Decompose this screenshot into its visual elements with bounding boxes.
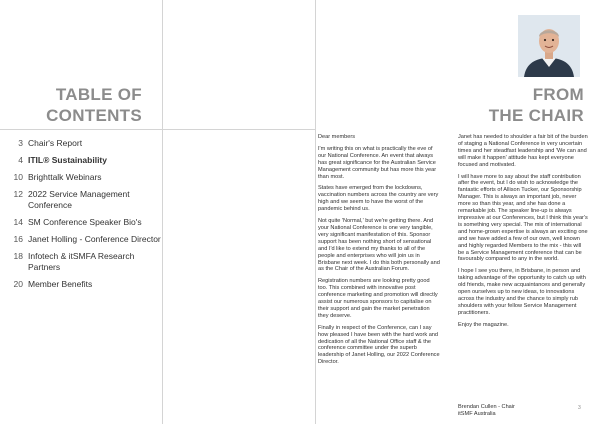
toc-item[interactable] xyxy=(6,251,162,273)
toc-page-number: 16 xyxy=(13,234,23,244)
letter-paragraph: States have emerged from the lockdowns, vaccination numbers across the country are very high and we seem to have the worst of the pandemic behind us. xyxy=(318,185,439,213)
toc-item[interactable] xyxy=(6,217,162,228)
toc-item-label: Infotech & itSMFA Research Partners xyxy=(28,251,135,272)
toc-item[interactable] xyxy=(6,155,162,166)
letter-paragraph: Not quite 'Normal,' but we're getting there. And your National Conference is one very tangible, very significant manifestation of this. Sponsor support has been nothing short of sensational and I'd like to extend my thanks to all of the people and enterprises who will join us in Brisbane next week. I do this both personally and as the Chair of the Australian Forum. xyxy=(318,218,440,273)
column-divider-right xyxy=(315,0,316,424)
toc-heading xyxy=(8,84,142,126)
chair-heading-line-2: THE CHAIR xyxy=(488,106,584,125)
letter-paragraph: I'm writing this on what is practically the eve of our National Conference. An event that always has great significance for the Australian Service Management community but has more this year than most. xyxy=(318,145,437,180)
letter-paragraph: I hope I see you there, in Brisbane, in person and taking advantage of the opportunity to catch up with old friends, make new acquaintances and generally open ourselves up to new ideas, to innovations across the industry and the chance to simply rub shoulders with your fellow Service Management practitioners. xyxy=(458,268,586,316)
toc-page-number: 12 xyxy=(13,189,23,199)
toc-item-label: Brighttalk Webinars xyxy=(28,172,102,182)
toc-heading-line-1: TABLE OF xyxy=(55,85,142,104)
page-number: 3 xyxy=(578,405,581,411)
letter-paragraph: Registration numbers are looking pretty good too. This combined with innovative post conference marketing and promotion will directly assist our numerous sponsors to capitalise on their support and gain the market penetration they deserve. xyxy=(318,278,438,319)
letter-paragraph: Dear members xyxy=(318,134,355,140)
toc-item-label: SM Conference Speaker Bio's xyxy=(28,217,142,227)
chair-heading xyxy=(464,84,584,126)
toc-item-label: ITIL® Sustainability xyxy=(28,155,107,165)
horizontal-rule xyxy=(0,129,315,130)
letter-paragraph: Enjoy the magazine. xyxy=(458,321,509,328)
toc-item-label: Member Benefits xyxy=(28,279,93,289)
chair-letter-column-left xyxy=(318,134,440,371)
toc-item[interactable] xyxy=(6,172,162,183)
toc-item[interactable] xyxy=(6,234,162,245)
toc-page-number: 4 xyxy=(18,155,23,165)
chair-letter-column-right xyxy=(458,134,588,334)
toc-item[interactable] xyxy=(6,189,162,211)
toc-page-number: 20 xyxy=(13,279,23,289)
letter-paragraph: Janet has needed to shoulder a fair bit of the burden of staging a National Conference in very uncertain times and her steadfast leadership and 'We can and will make it happen' attitude has kept everyone focused and motivated. xyxy=(458,134,588,168)
toc-item-label: Chair's Report xyxy=(28,138,83,148)
toc-page-number: 3 xyxy=(18,138,23,148)
chair-heading-line-1: FROM xyxy=(532,85,584,104)
toc-heading-line-2: CONTENTS xyxy=(46,106,142,125)
letter-paragraph: I will have more to say about the staff contribution after the event, but I do wish to acknowledge the fantastic efforts of Allison Tucker, our Sponsorship Manager. This is always an important job, never more so than this year, and she has done a remarkable job. The speaker line-up is always impressive at our Conferences, but I think this year's is something very special. The mix of international and home-grown expertise is always an exciting one and we have added a few of our own, well known and highly regarded Members to the mix - this will be a Service Management conference that can be favourably compared to any in the world. xyxy=(458,173,588,263)
signature-name: Brendan Cullen - Chair xyxy=(458,404,515,410)
toc-page-number: 10 xyxy=(13,172,23,182)
toc-item[interactable] xyxy=(6,279,162,290)
column-divider-left xyxy=(162,0,163,424)
chair-portrait-photo xyxy=(518,15,580,77)
toc-item-label: Janet Holling - Conference Director xyxy=(28,234,161,244)
letter-paragraph: Finally in respect of the Conference, can I say how pleased I have been with the hard work and dedication of all the National Office staff & the conference committee under the superb leadership of Janet Holling, our 2022 Conference Director. xyxy=(318,324,440,366)
toc-list xyxy=(6,138,162,296)
signature-org: itSMF Australia xyxy=(458,410,496,417)
toc-item-label: 2022 Service Management Conference xyxy=(28,189,130,210)
signature-block xyxy=(458,404,515,418)
toc-item[interactable] xyxy=(6,138,162,149)
toc-page-number: 14 xyxy=(13,217,23,227)
toc-page-number: 18 xyxy=(13,251,23,261)
portrait-photo-icon xyxy=(518,15,580,77)
